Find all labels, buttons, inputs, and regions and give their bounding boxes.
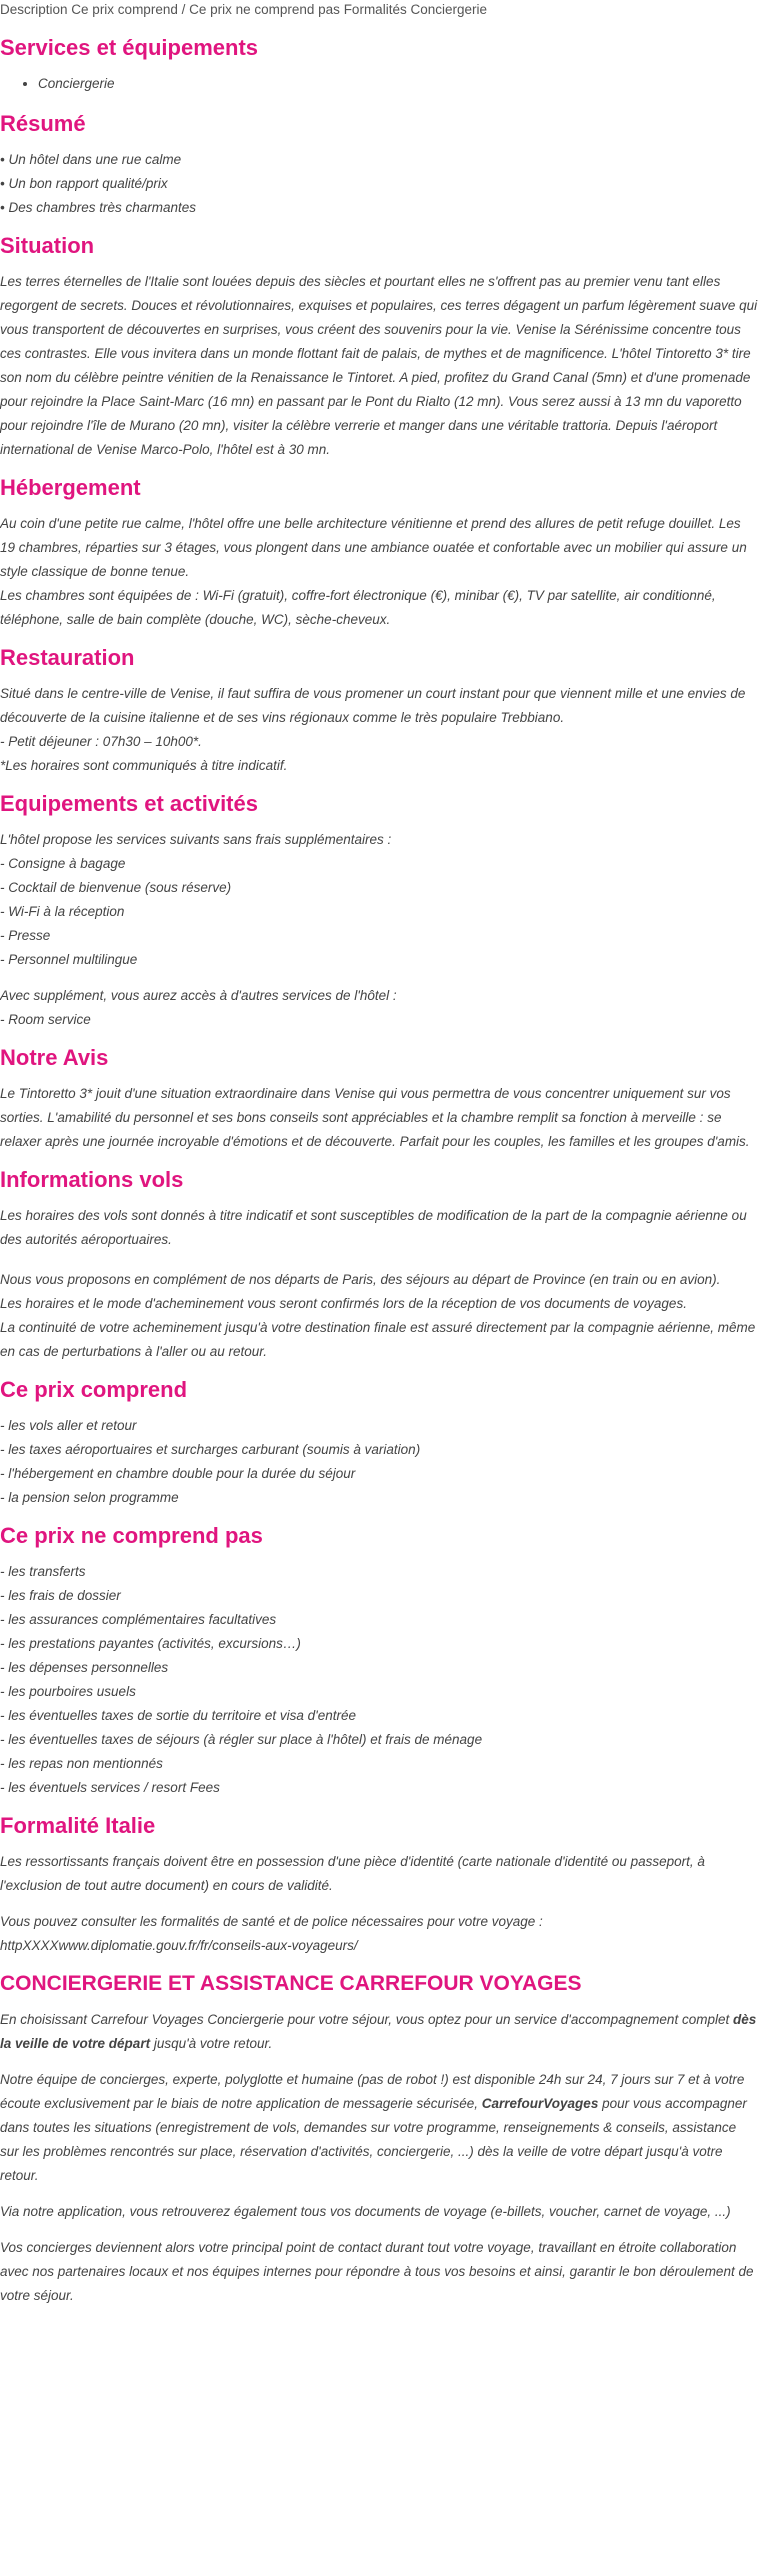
vols-p3: Les horaires et le mode d'acheminement vous seront confirmés lors de la réception de vos documents de voyages. xyxy=(0,1296,687,1311)
services-title: Services et équipements xyxy=(0,35,259,60)
ne-comprend-item: - les assurances complémentaires facultatives xyxy=(0,1612,277,1627)
vols-p2: Nous vous proposons en complément de nos départs de Paris, des séjours au départ de Province (en train ou en avion). xyxy=(0,1272,721,1287)
conciergerie-p4: Vos concierges deviennent alors votre principal point de contact durant tout votre voyage, travaillant en étroite collaboration avec nos partenaires locaux et nos équipes internes pour répondre à tous vos besoins et ainsi, garantir le bon déroulement de votre séjour. xyxy=(0,2240,754,2303)
spacer xyxy=(0,2056,758,2068)
conciergerie-p2-a: Notre équipe de concierges, experte, polyglotte et humaine (pas de robot !) est disponible 24h sur 24, 7 jours sur 7 et à votre écoute exclusivement par le biais de notre application de messagerie sécurisée, xyxy=(0,2072,745,2111)
equipements-paid-block xyxy=(0,984,758,1032)
ne-comprend-item: - les éventuelles taxes de sortie du territoire et visa d'entrée xyxy=(0,1708,357,1723)
avis-text: Le Tintoretto 3* jouit d'une situation extraordinaire dans Venise qui vous permettra de vous concentrer uniquement sur vos sorties. L'amabilité du personnel et ses bons conseils sont appréciables et la chambre remplit sa fonction à merveille : se relaxer après une journée incroyable d'émotions et de découverte. Parfait pour les couples, les familles et les groupes d'amis. xyxy=(0,1086,750,1149)
ne-comprend-item: - les prestations payantes (activités, excursions…) xyxy=(0,1636,301,1651)
spacer xyxy=(0,1252,758,1268)
vols-title: Informations vols xyxy=(0,1167,184,1192)
restauration-block xyxy=(0,682,758,778)
spacer xyxy=(0,2224,758,2236)
equipements-title: Equipements et activités xyxy=(0,791,258,816)
ne-comprend-item: - les éventuelles taxes de séjours (à régler sur place à l'hôtel) et frais de ménage xyxy=(0,1732,483,1747)
comprend-item: - les vols aller et retour xyxy=(0,1418,137,1433)
restauration-line: - Petit déjeuner : 07h30 – 10h00*. xyxy=(0,734,202,749)
comprend-item: - les taxes aéroportuaires et surcharges carburant (soumis à variation) xyxy=(0,1442,421,1457)
equipements-item: - Cocktail de bienvenue (sous réserve) xyxy=(0,880,232,895)
conciergerie-p1-c: jusqu'à votre retour. xyxy=(150,2036,273,2051)
ne-comprend-item: - les dépenses personnelles xyxy=(0,1660,169,1675)
conciergerie-title: CONCIERGERIE ET ASSISTANCE CARREFOUR VOYAGES xyxy=(0,1972,582,1995)
avis-title: Notre Avis xyxy=(0,1045,109,1070)
equipements-intro: L'hôtel propose les services suivants sans frais supplémentaires : xyxy=(0,832,392,847)
comprend-title: Ce prix comprend xyxy=(0,1377,188,1402)
comprend-item: - la pension selon programme xyxy=(0,1490,179,1505)
equipements-paid-intro: Avec supplément, vous aurez accès à d'autres services de l'hôtel : xyxy=(0,988,397,1003)
tab-prix[interactable]: Ce prix comprend / Ce prix ne comprend pas xyxy=(71,2,340,17)
conciergerie-p1-bold: dès la veille de votre départ xyxy=(0,2012,757,2051)
comprend-item: - l'hébergement en chambre double pour la durée du séjour xyxy=(0,1466,356,1481)
conciergerie-p2-c: pour vous accompagner dans toutes les situations (enregistrement de vols, demandes sur votre programme, renseignements & conseils, assistance sur les problèmes rencontrés sur place, réservation d'activités, conciergerie, ...) dès la veille de votre départ jusqu'à votre retour. xyxy=(0,2096,747,2183)
spacer xyxy=(0,1898,758,1910)
ne-comprend-item: - les repas non mentionnés xyxy=(0,1756,163,1771)
vols-block xyxy=(0,1268,758,1364)
equipements-item: - Consigne à bagage xyxy=(0,856,126,871)
situation-title: Situation xyxy=(0,233,95,258)
comprend-list xyxy=(0,1414,758,1510)
spacer xyxy=(0,972,758,984)
equipements-block xyxy=(0,828,758,972)
tab-formalites[interactable]: Formalités xyxy=(343,2,407,17)
equipements-item: - Wi-Fi à la réception xyxy=(0,904,125,919)
tab-bar xyxy=(0,0,758,22)
ne-comprend-item: - les pourboires usuels xyxy=(0,1684,136,1699)
restauration-line: Situé dans le centre-ville de Venise, il faut suffira de vous promener un court instant pour que viennent mille et une envies de découverte de la cuisine italienne et de ses vins régionaux comme le très populaire Trebbiano. xyxy=(0,686,746,725)
hebergement-title: Hébergement xyxy=(0,475,141,500)
conciergerie-p1-a: En choisissant Carrefour Voyages Conciergerie pour votre séjour, vous optez pour un service d'accompagnement complet xyxy=(0,2012,733,2027)
resume-title: Résumé xyxy=(0,111,86,136)
ne-comprend-title: Ce prix ne comprend pas xyxy=(0,1523,263,1548)
ne-comprend-list xyxy=(0,1560,758,1800)
conciergerie-p2 xyxy=(0,2068,758,2188)
hebergement-line: Au coin d'une petite rue calme, l'hôtel offre une belle architecture vénitienne et prend des allures de petit refuge douillet. Les 19 chambres, réparties sur 3 étages, vous plongent dans une ambiance ouatée et confortable avec un mobilier qui assure un style classique de bonne tenue. xyxy=(0,516,747,579)
equipements-item: - Presse xyxy=(0,928,51,943)
hebergement-line: Les chambres sont équipées de : Wi-Fi (gratuit), coffre-fort électronique (€), minibar (€), TV par satellite, air conditionné, téléphone, salle de bain complète (douche, WC), sèche-cheveux. xyxy=(0,588,716,627)
resume-line: • Un bon rapport qualité/prix xyxy=(0,176,168,191)
conciergerie-p2-bold: CarrefourVoyages xyxy=(481,2096,599,2111)
formalite-title: Formalité Italie xyxy=(0,1813,156,1838)
vols-p1: Les horaires des vols sont donnés à titre indicatif et sont susceptibles de modification de la part de la compagnie aérienne ou des autorités aéroportuaires. xyxy=(0,1208,747,1247)
tab-conciergerie[interactable]: Conciergerie xyxy=(410,2,488,17)
services-item: • Conciergerie xyxy=(38,72,758,96)
conciergerie-p3: Via notre application, vous retrouverez également tous vos documents de voyage (e-billets, voucher, carnet de voyage, ...) xyxy=(0,2204,731,2219)
spacer xyxy=(0,2188,758,2200)
vols-p4: La continuité de votre acheminement jusqu'à votre destination finale est assuré directement par la compagnie aérienne, même en cas de perturbations à l'aller ou au retour. xyxy=(0,1320,756,1359)
ne-comprend-item: - les transferts xyxy=(0,1564,86,1579)
situation-text: Les terres éternelles de l'Italie sont louées depuis des siècles et pourtant elles ne s'offrent pas au premier venu tant elles regorgent de secrets. Douces et révolutionnaires, exquises et populaires, ces terres dégagent un parfum légèrement suave qui vous transportent de découvertes en surprises, vous créent des souvenirs pour la vie. Venise la Sérénissime concentre tous ces contrastes. Elle vous invitera dans un monde flottant fait de palais, de mythes et de magnificence. L'hôtel Tintoretto 3* tire son nom du célèbre peintre vénitien de la Renaissance le Tintoret. A pied, profitez du Grand Canal (5mn) et d'une promenade pour rejoindre la Place Saint-Marc (16 mn) en passant par le Pont du Rialto (12 mn). Vous serez aussi à 13 mn du vaporetto pour rejoindre l'île de Murano (20 mn), visiter la célèbre verrerie et manger dans une véritable trattoria. Depuis l'aéroport international de Venise Marco-Polo, l'hôtel est à 30 mn. xyxy=(0,274,758,457)
hebergement-block xyxy=(0,512,758,632)
resume-block xyxy=(0,148,758,220)
restauration-line: *Les horaires sont communiqués à titre indicatif. xyxy=(0,758,288,773)
equipements-paid-item: - Room service xyxy=(0,1012,91,1027)
ne-comprend-item: - les éventuels services / resort Fees xyxy=(0,1780,220,1795)
tab-description[interactable]: Description xyxy=(0,2,68,17)
formalite-link[interactable]: httpXXXXwww.diplomatie.gouv.fr/fr/conseils-aux-voyageurs/ xyxy=(0,1938,358,1953)
resume-line: • Des chambres très charmantes xyxy=(0,200,197,215)
services-list xyxy=(0,72,758,96)
formalite-p2: Vous pouvez consulter les formalités de santé et de police nécessaires pour votre voyage : xyxy=(0,1914,543,1929)
formalite-p1: Les ressortissants français doivent être en possession d'une pièce d'identité (carte nationale d'identité ou passeport, à l'exclusion de tout autre document) en cours de validité. xyxy=(0,1854,705,1893)
equipements-item: - Personnel multilingue xyxy=(0,952,138,967)
resume-line: • Un hôtel dans une rue calme xyxy=(0,152,182,167)
formalite-block xyxy=(0,1910,758,1958)
restauration-title: Restauration xyxy=(0,645,135,670)
conciergerie-p1 xyxy=(0,2008,758,2056)
ne-comprend-item: - les frais de dossier xyxy=(0,1588,121,1603)
